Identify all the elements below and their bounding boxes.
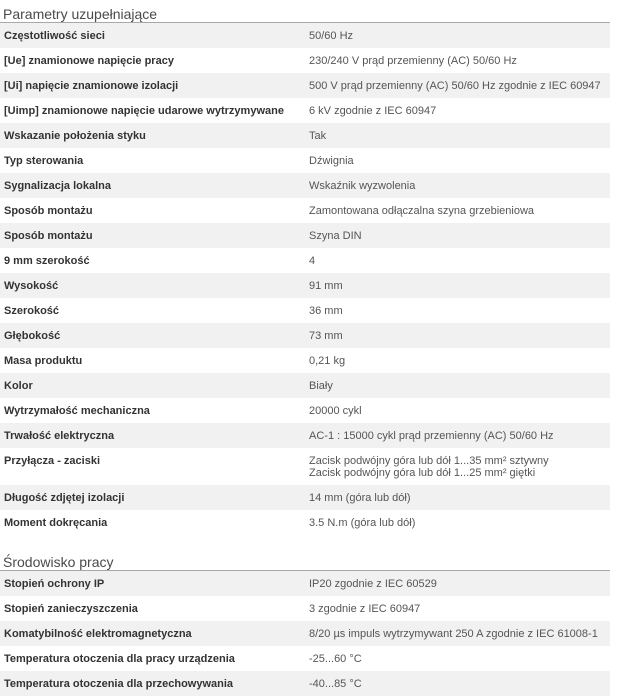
spec-row (0, 485, 610, 510)
spec-value-cell (304, 485, 610, 510)
spec-row (0, 510, 610, 535)
spec-value: 6 kV zgodnie z IEC 60947 (309, 105, 437, 117)
spec-row (0, 123, 610, 148)
spec-label: 9 mm szerokość (4, 255, 90, 267)
spec-label: Szerokość (4, 305, 60, 317)
spec-value-cell (304, 621, 610, 646)
spec-value: 20000 cykl (309, 405, 362, 417)
spec-value: -25...60 °C (309, 653, 362, 665)
spec-value-cell (304, 646, 610, 671)
spec-label: Częstotliwość sieci (0, 23, 304, 48)
spec-label: Wysokość (0, 273, 304, 298)
spec-label: Masa produktu (4, 355, 83, 367)
spec-value-cell (304, 98, 610, 123)
spec-row (0, 621, 610, 646)
spec-value: 8/20 µs impuls wytrzymywant 250 A zgodnie z IEC 61008-1 (309, 628, 598, 640)
spec-label: Długość zdjętej izolacji (0, 485, 304, 510)
spec-row (0, 323, 610, 348)
spec-label: [Ue] znamionowe napięcie pracy (4, 55, 174, 67)
spec-row (0, 671, 610, 696)
spec-value: 230/240 V prąd przemienny (AC) 50/60 Hz (309, 55, 517, 67)
spec-label: [Ui] napięcie znamionowe izolacji (0, 73, 304, 98)
spec-label: Wskazanie położenia styku (0, 123, 304, 148)
spec-value: 3.5 N.m (góra lub dół) (309, 517, 416, 529)
spec-value-cell (304, 248, 610, 273)
spec-value: Tak (309, 130, 327, 142)
spec-value-cell (304, 348, 610, 373)
spec-value-cell (304, 223, 610, 248)
spec-label: Typ sterowania (4, 155, 84, 167)
spec-row (0, 223, 610, 248)
spec-value: Zamontowana odłączalna szyna grzebieniowa (309, 205, 535, 217)
spec-value-cell (304, 423, 610, 448)
spec-row (0, 248, 610, 273)
spec-value: Dźwignia (309, 155, 354, 167)
spec-value: IP20 zgodnie z IEC 60529 (309, 578, 437, 590)
spec-value-cell (304, 671, 610, 696)
spec-label: Komatybilność elektromagnetyczna (0, 621, 304, 646)
spec-value-cell (304, 23, 610, 48)
spec-row (0, 448, 610, 485)
spec-table-parametry (0, 23, 610, 535)
spec-value-cell (304, 571, 610, 596)
spec-value-cell (304, 373, 610, 398)
spec-value: Wskaźnik wyzwolenia (309, 180, 416, 192)
spec-label: Moment dokręcania (4, 517, 108, 529)
spec-value: -40...85 °C (309, 678, 362, 690)
spec-label: Temperatura otoczenia dla pracy urządzenia (4, 653, 235, 665)
spec-label: Sposób montażu (0, 223, 304, 248)
spec-row (0, 398, 610, 423)
spec-row (0, 571, 610, 596)
spec-value: Zacisk podwójny góra lub dół 1...25 mm² giętki (309, 467, 536, 479)
spec-row (0, 173, 610, 198)
spec-value-cell (304, 148, 610, 173)
spec-label: Temperatura otoczenia dla przechowywania (0, 671, 304, 696)
spec-row (0, 48, 610, 73)
spec-row (0, 23, 610, 48)
spec-value-cell (304, 73, 610, 98)
section-title-srodowisko: Środowisko pracy (0, 548, 610, 571)
spec-label: [Uimp] znamionowe napięcie udarowe wytrzymywane (4, 105, 284, 117)
spec-value-cell (304, 596, 610, 621)
spec-value-cell (304, 123, 610, 148)
spec-row (0, 348, 610, 373)
spec-label: Głębokość (0, 323, 304, 348)
spec-value-cell (304, 48, 610, 73)
spec-row (0, 98, 610, 123)
spec-label: Sygnalizacja lokalna (0, 173, 304, 198)
spec-value: 36 mm (309, 305, 343, 317)
spec-value: 3 zgodnie z IEC 60947 (309, 603, 421, 615)
spec-row (0, 373, 610, 398)
spec-value-cell (304, 398, 610, 423)
spec-label: Sposób montażu (4, 205, 93, 217)
spec-value-cell (304, 298, 610, 323)
spec-value: 50/60 Hz (309, 30, 354, 42)
spec-row (0, 646, 610, 671)
spec-value: AC-1 : 15000 cykl prąd przemienny (AC) 50/60 Hz (309, 430, 554, 442)
spec-value-cell (304, 173, 610, 198)
spec-row (0, 273, 610, 298)
spec-row (0, 423, 610, 448)
spec-row (0, 148, 610, 173)
spec-value-cell (304, 448, 610, 485)
spec-value: 500 V prąd przemienny (AC) 50/60 Hz zgodnie z IEC 60947 (309, 80, 601, 92)
spec-value: Szyna DIN (309, 230, 362, 242)
spec-value: 14 mm (góra lub dół) (309, 492, 411, 504)
spec-value-cell (304, 198, 610, 223)
spec-label: Przyłącza - zaciski (4, 455, 101, 467)
spec-label: Stopień ochrony IP (0, 571, 304, 596)
spec-value: Biały (309, 380, 333, 392)
spec-value-cell (304, 273, 610, 298)
spec-label: Wytrzymałość mechaniczna (4, 405, 150, 417)
spec-label: Kolor (0, 373, 304, 398)
spec-row (0, 596, 610, 621)
spec-row (0, 298, 610, 323)
spec-label: Trwałość elektryczna (0, 423, 304, 448)
spec-row (0, 73, 610, 98)
spec-label: Stopień zanieczyszczenia (4, 603, 138, 615)
spec-value-cell (304, 510, 610, 535)
spec-value-cell (304, 323, 610, 348)
spec-value: 0,21 kg (309, 355, 346, 367)
section-title-parametry: Parametry uzupełniające (0, 0, 610, 23)
spec-value: 73 mm (309, 330, 343, 342)
spec-row (0, 198, 610, 223)
spec-value: Zacisk podwójny góra lub dół 1...35 mm² sztywny (309, 455, 549, 467)
spec-value: 4 (309, 255, 316, 267)
spec-table-srodowisko (0, 571, 610, 696)
spec-value: 91 mm (309, 280, 343, 292)
